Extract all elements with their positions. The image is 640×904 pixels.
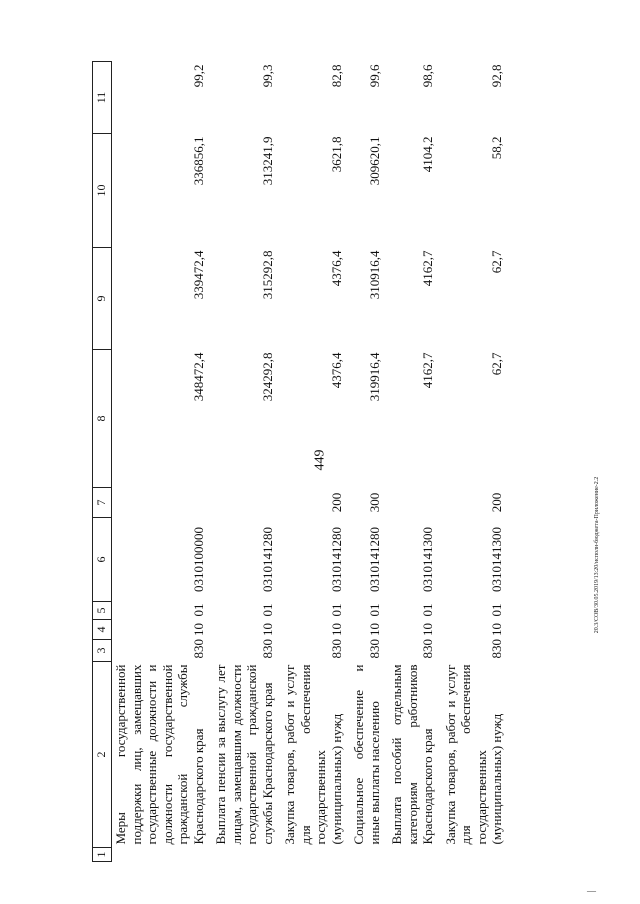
value-percent: 92,8 <box>489 64 504 88</box>
code-section: 10 <box>420 623 435 636</box>
value-approved: 62,7 <box>489 352 504 376</box>
header-cell: 3 <box>93 640 112 662</box>
value-refined: 339472,4 <box>190 250 206 300</box>
row-index <box>112 848 213 862</box>
code-target: 0310141300 <box>420 527 435 592</box>
header-cell: 6 <box>93 518 112 602</box>
code-subsection: 01 <box>420 603 435 617</box>
value-executed: 58,2 <box>489 136 504 160</box>
value-approved: 4162,7 <box>420 352 435 389</box>
header-row <box>93 62 112 862</box>
code-section: 10 <box>190 623 206 636</box>
value-refined: 315292,8 <box>259 250 275 300</box>
code-subsection: 01 <box>328 603 344 617</box>
document-stamp: 20.3/СОВ/30.05.2019/13:20/исполн-бюджета-Приложение-2.2 <box>594 476 601 634</box>
budget-table <box>92 61 511 862</box>
code-expense-type: 300 <box>366 492 382 513</box>
code-target: 0310141280 <box>366 527 382 592</box>
row-index <box>350 848 388 862</box>
header-cell: 7 <box>93 488 112 518</box>
rotated-table-container <box>92 62 612 862</box>
table-row <box>212 62 281 862</box>
table-row <box>442 62 511 862</box>
header-cell: 4 <box>93 620 112 640</box>
row-name: Закупка товаров, работ и услуг для обеспечения государственных (муниципальных) нужд <box>282 664 344 845</box>
value-approved: 319916,4 <box>366 352 382 402</box>
code-admin: 830 <box>489 639 504 659</box>
code-admin: 830 <box>259 639 275 659</box>
code-expense-type: 200 <box>489 492 504 513</box>
value-percent: 98,6 <box>420 64 435 88</box>
row-name: Выплата пособий отдельным категориям работников Краснодарского края <box>389 664 435 845</box>
row-name: Закупка товаров, работ и услуг для обеспечения государственных (муниципальных) нужд <box>442 664 504 845</box>
page-corner-mark: — <box>587 886 596 896</box>
header-cell: 11 <box>93 62 112 134</box>
code-admin: 830 <box>190 639 206 659</box>
value-refined: 4162,7 <box>420 250 435 287</box>
header-cell: 5 <box>93 602 112 620</box>
code-expense-type <box>112 488 213 518</box>
value-executed: 3621,8 <box>328 136 344 173</box>
value-approved: 324292,8 <box>259 352 275 402</box>
code-section: 10 <box>489 623 504 636</box>
value-executed: 309620,1 <box>366 136 382 186</box>
header-cell: 1 <box>93 848 112 862</box>
value-executed: 336856,1 <box>190 136 206 186</box>
code-expense-type: 200 <box>328 492 344 513</box>
value-refined: 62,7 <box>489 250 504 274</box>
table-row <box>112 62 213 862</box>
value-percent: 99,6 <box>366 64 382 88</box>
code-admin: 830 <box>328 639 344 659</box>
value-refined: 310916,4 <box>366 250 382 300</box>
header-cell: 2 <box>93 662 112 848</box>
value-approved: 4376,4 <box>328 352 344 389</box>
value-refined: 4376,4 <box>328 250 344 287</box>
code-section: 10 <box>328 623 344 636</box>
code-admin: 830 <box>420 639 435 659</box>
table-row <box>350 62 388 862</box>
value-executed: 313241,9 <box>259 136 275 186</box>
header-cell: 9 <box>93 248 112 350</box>
code-subsection: 01 <box>366 603 382 617</box>
code-section: 10 <box>259 623 275 636</box>
code-target: 0310141300 <box>489 527 504 592</box>
row-index <box>388 848 442 862</box>
value-executed: 4104,2 <box>420 136 435 173</box>
row-name: Выплата пенсии за выслугу лет лицам, замещавшим должности государственной гражданской службы Краснодарского края <box>213 664 275 845</box>
code-subsection: 01 <box>190 603 206 617</box>
row-name: Социальное обеспечение и иные выплаты населению <box>351 664 382 845</box>
row-index <box>212 848 281 862</box>
value-percent: 99,3 <box>259 64 275 88</box>
code-subsection: 01 <box>489 603 504 617</box>
code-target: 0310141280 <box>259 527 275 592</box>
value-percent: 82,8 <box>328 64 344 88</box>
header-cell: 8 <box>93 350 112 488</box>
page-number: 449 <box>312 449 327 471</box>
code-admin: 830 <box>366 639 382 659</box>
code-target: 0310141280 <box>328 527 344 592</box>
row-name: Меры государственной поддержки лиц, замещавших государственные должности и должности государственной гражданской службы Краснодарского края <box>113 664 206 845</box>
value-approved: 348472,4 <box>190 352 206 402</box>
code-section: 10 <box>366 623 382 636</box>
code-target: 0310100000 <box>190 527 206 592</box>
value-percent: 99,2 <box>190 64 206 88</box>
header-cell: 10 <box>93 134 112 248</box>
table-row <box>281 62 350 862</box>
row-index <box>442 848 511 862</box>
table-row <box>388 62 442 862</box>
row-index <box>281 848 350 862</box>
code-subsection: 01 <box>259 603 275 617</box>
code-expense-type <box>388 488 442 518</box>
code-expense-type <box>212 488 281 518</box>
